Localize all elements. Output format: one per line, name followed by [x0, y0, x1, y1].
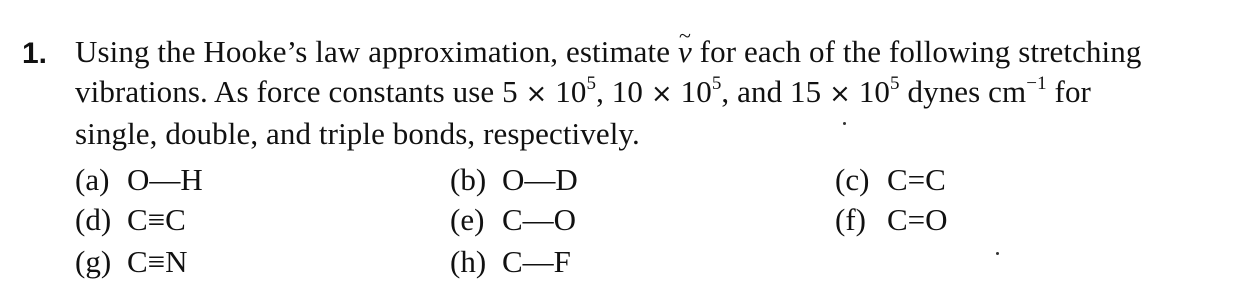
exponent: −1	[1026, 72, 1047, 94]
part-b	[450, 160, 578, 200]
bond-formula: C=C	[887, 162, 946, 197]
stem-line-3: single, double, and triple bonds, respectively.	[75, 116, 640, 151]
bond-formula: C—F	[502, 244, 571, 279]
stem-text: Using the Hooke’s law approximation, estimate	[75, 34, 678, 69]
stem-text: 10	[850, 74, 891, 109]
scan-speck	[996, 252, 999, 255]
stem-line-1	[75, 32, 1215, 72]
bond-formula: O—H	[127, 162, 203, 197]
part-a	[75, 160, 203, 200]
stem-text: vibrations. As force constants use 5	[75, 74, 526, 109]
stem-text: , 10	[596, 74, 651, 109]
stem-text: dynes cm	[899, 74, 1027, 109]
scan-speck	[843, 122, 846, 125]
part-label: (c)	[835, 162, 870, 197]
part-label: (f)	[835, 202, 866, 237]
part-g	[75, 242, 188, 282]
part-label: (h)	[450, 244, 487, 279]
bond-formula: C≡C	[127, 202, 186, 237]
stem-text: for	[1046, 74, 1091, 109]
stem-text: for each of the following stretching	[691, 34, 1142, 69]
stem-text: 10	[547, 74, 587, 109]
stem-text: 10	[672, 74, 712, 109]
part-e	[450, 200, 576, 240]
stem-line-2	[75, 72, 1215, 114]
exponent: 5	[711, 72, 722, 94]
times-sign: ×	[525, 79, 548, 109]
part-label: (e)	[450, 202, 485, 237]
part-label: (a)	[75, 162, 110, 197]
problem-number: 1.	[22, 37, 48, 70]
bond-formula: C—O	[502, 202, 577, 237]
part-h	[450, 242, 571, 282]
wavenumber-symbol: ~ ν	[678, 34, 692, 69]
part-f	[835, 200, 948, 240]
part-label: (d)	[75, 202, 112, 237]
bond-formula: O—D	[502, 162, 578, 197]
part-c	[835, 160, 946, 200]
exponent: 5	[586, 72, 597, 94]
stem-text: , and 15	[721, 74, 830, 109]
times-sign: ×	[650, 79, 673, 109]
bond-formula: C=O	[887, 202, 948, 237]
parts-list	[75, 160, 1175, 280]
times-sign: ×	[829, 79, 851, 109]
problem-stem	[75, 32, 1215, 154]
bond-formula: C≡N	[127, 244, 188, 279]
part-d	[75, 200, 186, 240]
exponent: 5	[890, 72, 900, 94]
part-label: (g)	[75, 244, 112, 279]
part-label: (b)	[450, 162, 487, 197]
